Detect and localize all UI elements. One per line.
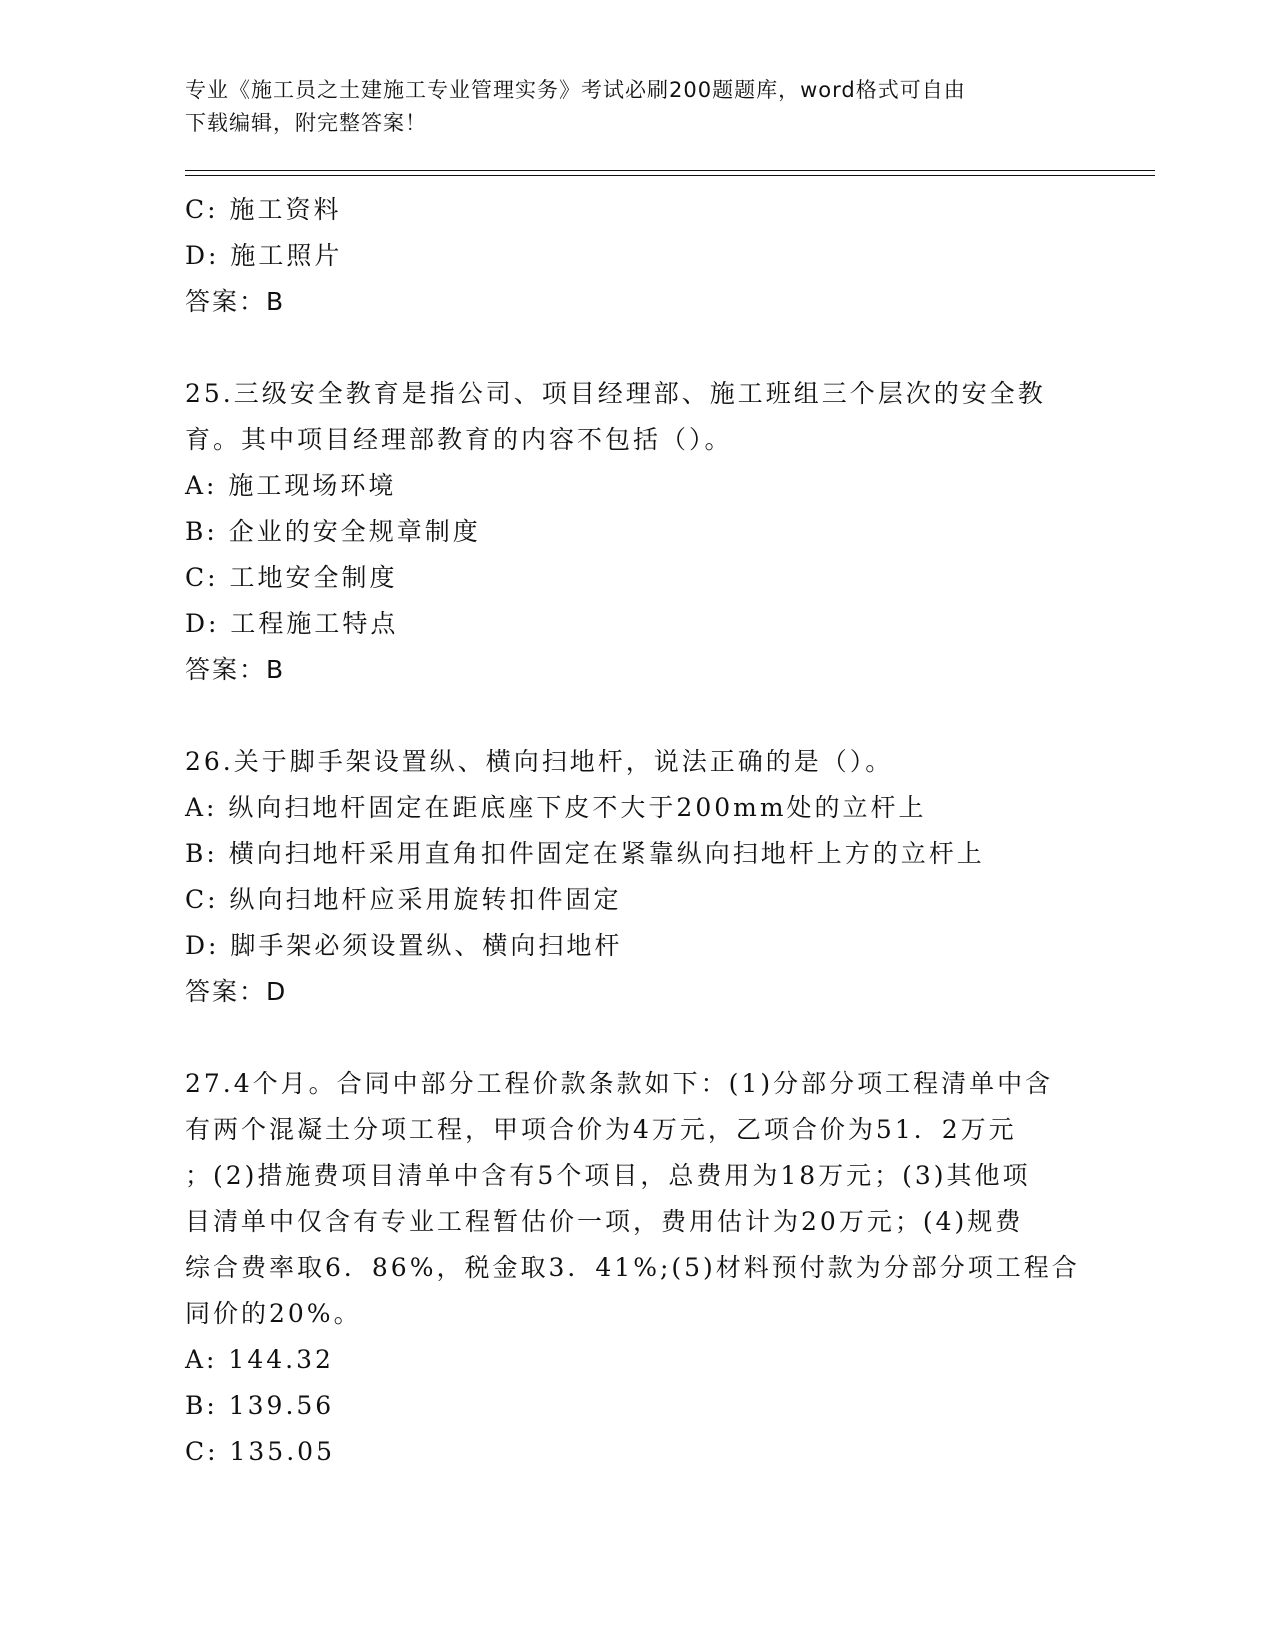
option-d: D: 脚手架必须设置纵、横向扫地杆 bbox=[185, 931, 623, 960]
spacer bbox=[185, 1015, 1085, 1061]
option-d: D: 施工照片 bbox=[185, 241, 343, 270]
answer-line: 答案：D bbox=[185, 977, 288, 1006]
question-stem-line: 26.关于脚手架设置纵、横向扫地杆，说法正确的是（）。 bbox=[185, 747, 894, 776]
spacer bbox=[185, 693, 1085, 739]
answer-line: 答案：B bbox=[185, 287, 286, 316]
header-line-1: 专业《施工员之土建施工专业管理实务》考试必刷200题题库，word格式可自由 bbox=[185, 78, 966, 102]
header-divider-top bbox=[185, 170, 1155, 171]
question-stem-line: 25.三级安全教育是指公司、项目经理部、施工班组三个层次的安全教 bbox=[185, 379, 1046, 408]
spacer bbox=[185, 325, 1085, 371]
question-stem-line: 27.4个月。合同中部分工程价款条款如下：(1)分部分项工程清单中含 bbox=[185, 1069, 1054, 1098]
header-divider-bottom bbox=[185, 175, 1155, 176]
option-b: B: 企业的安全规章制度 bbox=[185, 517, 481, 546]
option-c: C: 135.05 bbox=[185, 1437, 335, 1466]
option-a: A: 144.32 bbox=[185, 1345, 334, 1374]
option-c: C: 工地安全制度 bbox=[185, 563, 398, 592]
question-stem-line: ；(2)措施费项目清单中含有5个项目，总费用为18万元；(3)其他项 bbox=[185, 1161, 1031, 1190]
option-b: B: 139.56 bbox=[185, 1391, 335, 1420]
question-list bbox=[185, 187, 1085, 1475]
answer-line: 答案：B bbox=[185, 655, 286, 684]
question-stem-line: 综合费率取6．86%，税金取3．41%;(5)材料预付款为分部分项工程合 bbox=[185, 1253, 1080, 1282]
option-d: D: 工程施工特点 bbox=[185, 609, 399, 638]
question-stem-line: 目清单中仅含有专业工程暂估价一项，费用估计为20万元；(4)规费 bbox=[185, 1207, 1024, 1236]
question-26 bbox=[185, 739, 1085, 1015]
option-a: A: 纵向扫地杆固定在距底座下皮不大于200mm处的立杆上 bbox=[185, 793, 927, 822]
question-stem-line: 有两个混凝土分项工程，甲项合价为4万元，乙项合价为51．2万元 bbox=[185, 1115, 1017, 1144]
document-header bbox=[185, 74, 1085, 140]
question-27 bbox=[185, 1061, 1085, 1475]
question-25 bbox=[185, 371, 1085, 693]
option-c: C: 纵向扫地杆应采用旋转扣件固定 bbox=[185, 885, 622, 914]
question-24-remainder bbox=[185, 187, 1085, 325]
question-stem-line: 育。其中项目经理部教育的内容不包括（）。 bbox=[185, 425, 733, 454]
question-stem-line: 同价的20%。 bbox=[185, 1299, 362, 1328]
option-a: A: 施工现场环境 bbox=[185, 471, 397, 500]
header-line-2: 下载编辑，附完整答案！ bbox=[185, 111, 427, 135]
option-b: B: 横向扫地杆采用直角扣件固定在紧靠纵向扫地杆上方的立杆上 bbox=[185, 839, 985, 868]
option-c: C: 施工资料 bbox=[185, 195, 342, 224]
